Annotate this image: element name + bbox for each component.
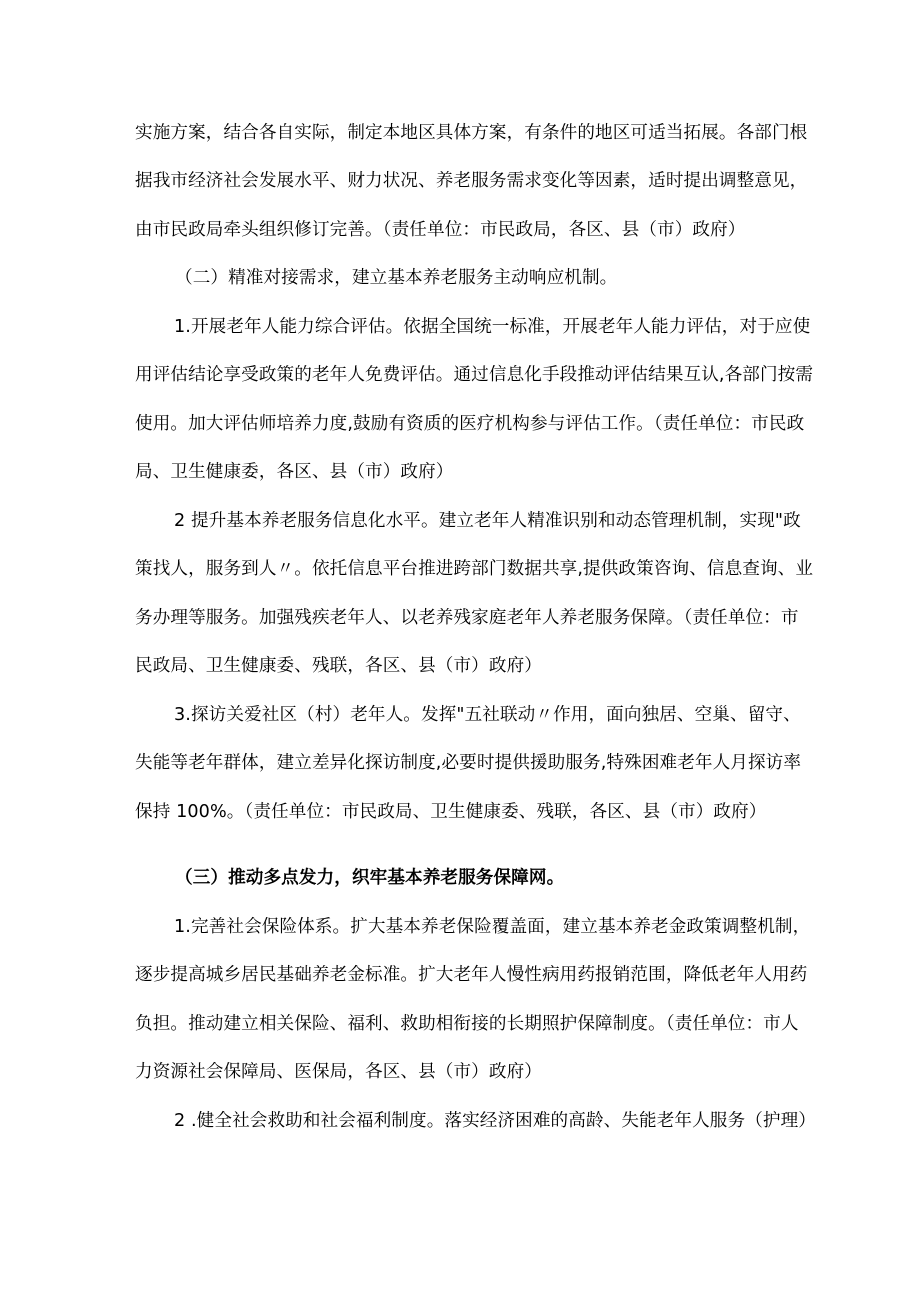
paragraph-line: 1.开展老年人能力综合评估。依据全国统一标准，开展老年人能力评估，对于应使 [174, 317, 811, 337]
paragraph-line: 民政局、卫生健康委、残联，各区、县（市）政府） [135, 656, 542, 676]
paragraph-line: 2 提升基本养老服务信息化水平。建立老年人精准识别和动态管理机制，实现"政 [174, 511, 801, 531]
paragraph-line: 负担。推动建立相关保险、福利、救助相衔接的长期照护保障制度。（责任单位：市人 [135, 1014, 799, 1034]
paragraph-line: 用评估结论享受政策的老年人免费评估。通过信息化手段推动评估结果互认,各部门按需 [135, 365, 814, 385]
section-heading-3: （三）推动多点发力，织牢基本养老服务保障网。 [175, 868, 565, 888]
paragraph-line: 实施方案，结合各自实际，制定本地区具体方案，有条件的地区可适当拓展。各部门根 [135, 123, 808, 143]
paragraph-line: 局、卫生健康委，各区、县（市）政府） [135, 462, 454, 482]
paragraph-line: 策找人，服务到人〃。依托信息平台推进跨部门数据共享,提供政策咨询、信息查询、业 [135, 559, 814, 579]
paragraph-line: 由市民政局牵头组织修订完善。（责任单位：市民政局，各区、县（市）政府） [135, 220, 746, 240]
paragraph-line: 3.探访关爱社区（村）老年人。发挥"五社联动〃作用，面向独居、空巢、留守、 [174, 705, 801, 725]
paragraph-line: 逐步提高城乡居民基础养老金标准。扩大老年人慢性病用药报销范围，降低老年人用药 [135, 965, 808, 985]
paragraph-line: 力资源社会保障局、医保局，各区、县（市）政府） [135, 1062, 542, 1082]
paragraph-line: 失能等老年群体，建立差异化探访制度,必要时提供援助服务,特殊困难老年人月探访率 [135, 753, 802, 773]
section-heading-2: （二）精准对接需求，建立基本养老服务主动响应机制。 [175, 268, 618, 288]
paragraph-line: 使用。加大评估师培养力度,鼓励有资质的医疗机构参与评估工作。（责任单位：市民政 [135, 414, 805, 434]
paragraph-line: 1.完善社会保险体系。扩大基本养老保险覆盖面，建立基本养老金政策调整机制， [174, 917, 811, 937]
paragraph-line: 保持 100%。（责任单位：市民政局、卫生健康委、残联，各区、县（市）政府） [135, 802, 767, 822]
paragraph-line: 2 .健全社会救助和社会福利制度。落实经济困难的高龄、失能老年人服务（护理） [174, 1111, 816, 1131]
paragraph-line: 据我市经济社会发展水平、财力状况、养老服务需求变化等因素，适时提出调整意见， [135, 171, 808, 191]
paragraph-line: 务办理等服务。加强残疾老年人、以老养残家庭老年人养老服务保障。（责任单位：市 [135, 608, 799, 628]
